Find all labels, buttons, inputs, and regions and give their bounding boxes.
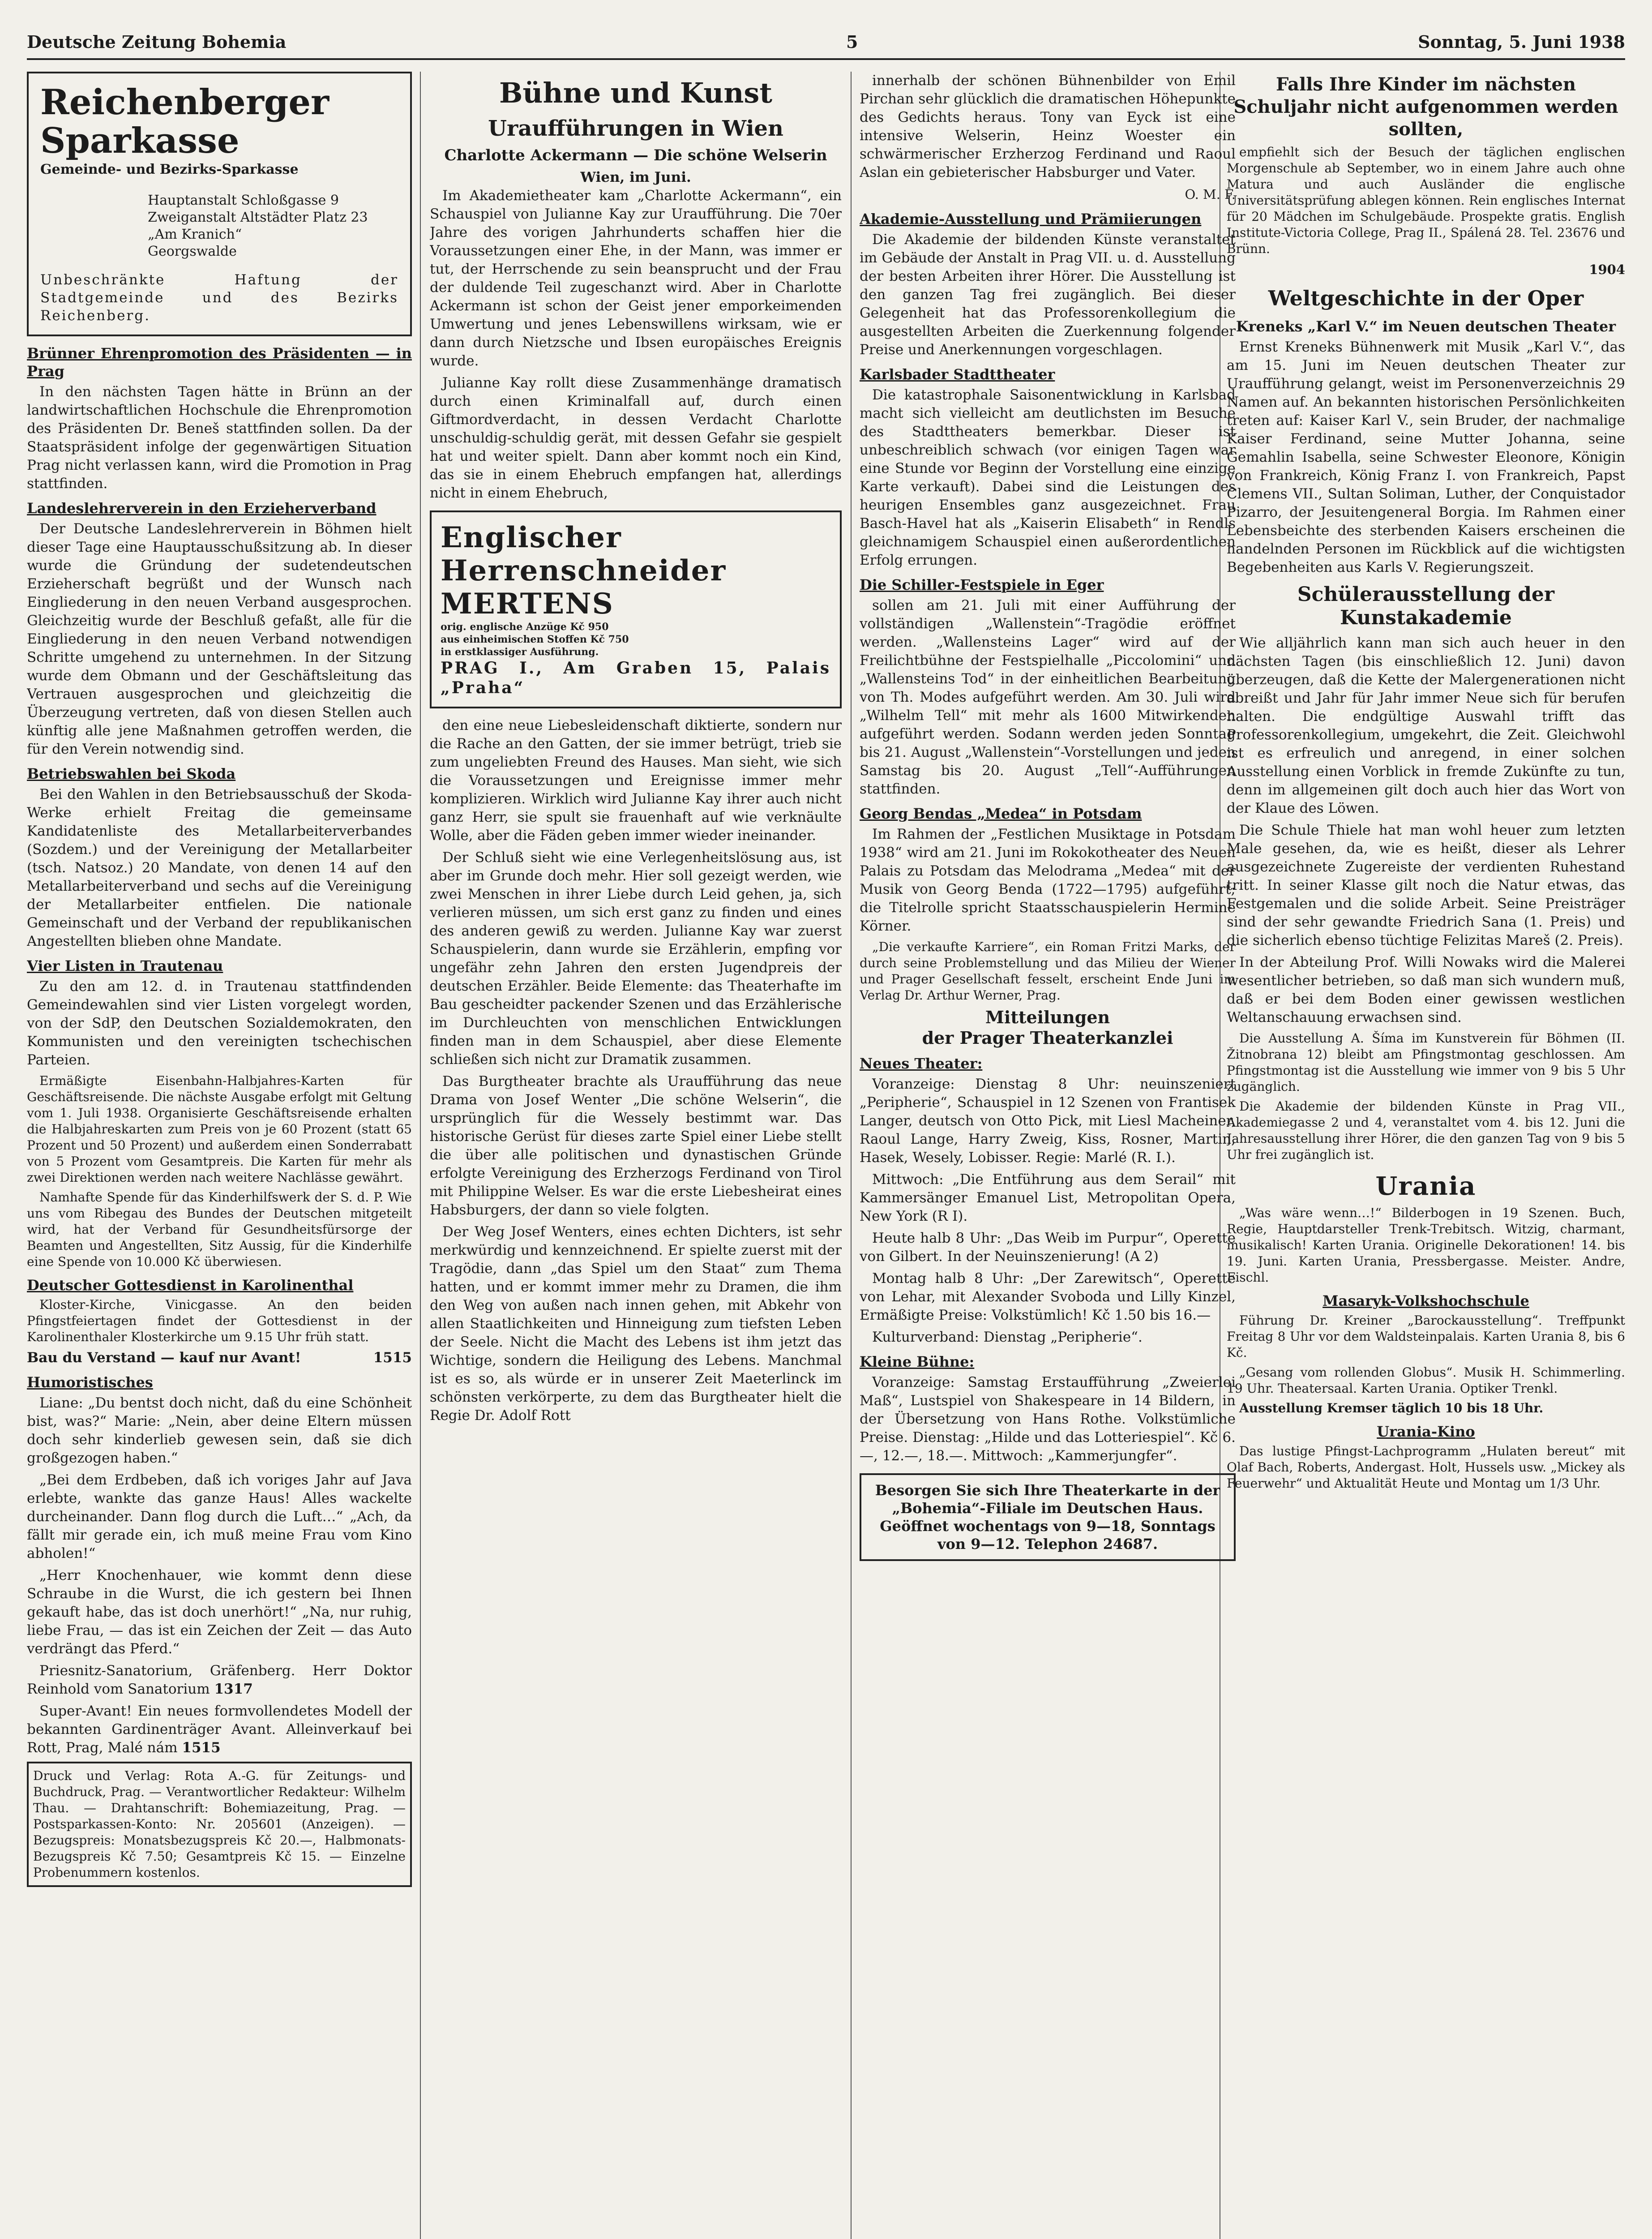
tailor-advert-note: in erstklassiger Ausführung. (441, 646, 599, 658)
notice-text: Namhafte Spende für das Kinderhilfswerk der S. d. P. Wie uns vom Ribegau des Bundes der Deutschen mitgeteilt wird, hat der Verband für Gesundheitsfürsorge der Beamten und Angestellten, Sitz Aussig, für die Kinderhilfe eine Spende von 10.000 Kč überwiesen. (27, 1190, 412, 1269)
article-heading: Vier Listen in Trautenau (27, 957, 223, 974)
article-text: Der Weg Josef Wenters, eines echten Dichters, ist sehr merkwürdig und kennzeichnend. Er spielte zuerst mit der Tragödie, dann „das Spiel um den Staat“ zum Thema hatten, und er kommt immer mehr zu Dramen, die ihm den Weg von außen nach innen gehen, mit Abkehr von allen Staatlichkeiten und Hinneigung zum tiefsten Leben der Seele. Nicht die Macht des Lebens ist ihm jetzt das Wichtige, sondern die Heiligung des Lebens. Manchmal ist es so, als würde er in unserer Zeit Maeterlinck im schönsten verkörperte, zu dem das Burgtheater hielt die Regie Dr. Adolf Rott (430, 1224, 842, 1424)
article-heading: Deutscher Gottesdienst in Karolinenthal (27, 1277, 354, 1294)
column-rule (851, 72, 852, 2239)
header-date: Sonntag, 5. Juni 1938 (1418, 32, 1625, 52)
theater-text: Voranzeige: Samstag Erstaufführung „Zweierlei Maß“, Lustspiel von Shakespeare in 14 Bildern, in der Übersetzung von Hans Rothe. Volkstümliche Preise. Dienstag: „Hilde und das Lotteriespiel“. Kč 6.—, 12.—, 18.—. Mittwoch: „Kammerjungfer“. (860, 1374, 1236, 1464)
column-2 (430, 72, 842, 1428)
cinema-heading: Urania-Kino (1377, 1423, 1475, 1440)
header-paper-name: Deutsche Zeitung Bohemia (27, 32, 287, 52)
joke-text: „Herr Knochenhauer, wie kommt denn diese Schraube in die Wurst, die ich gestern bei Ihnen gekauft habe, das ist doch unerhört!“ „Na, nur ruhig, liebe Frau, — das ist ein Zeichen der Zeit — das Auto verdrängt das Pferd.“ (27, 1567, 412, 1657)
article-text: den eine neue Liebesleidenschaft diktierte, sondern nur die Rache an den Gatten, der sie immer betrügt, trieb sie zum ungeliebten Freund des Hauses. Man sieht, wie sich die Voraussetzungen und Ereignisse immer mehr komplizieren. Wirklich wird Julianne Kay ihrer auch nicht ganz Herr, sie spult sie frauenhaft auf wie verknäulte Wolle, aber die Fäden geben immer wieder ineinander. (430, 717, 842, 844)
ad-text (27, 1702, 412, 1757)
header-page-number: 5 (846, 32, 858, 52)
article-headline: Uraufführungen in Wien (488, 116, 783, 141)
ad-text-body: Super-Avant! Ein neues formvollendetes Modell der bekannten Gardinenträger Avant. Alleinverkauf bei Rott, Prag, Malé nám (27, 1703, 412, 1756)
theater-text: Mittwoch: „Die Entführung aus dem Serail“ mit Kammersänger Emanuel List, Metropolitan Opera, New York (R I). (860, 1171, 1236, 1224)
bank-address-line: Hauptanstalt Schloßgasse 9 (148, 193, 339, 208)
article-text: Bei den Wahlen in den Betriebsausschuß der Skoda-Werke erhielt Freitag die gemeinsame Kandidatenliste des Metallarbeiterverbandes (Sozdem.) und der Vereinigung der Metallarbeiter (tsch. Natsoz.) 20 Mandate, von denen 14 auf den Metallarbeiterverband und sechs auf die Vereinigung der Metallarbeiter entfielen. Die nationale Gemeinschaft und der Verband der republikanischen Angestellten blieben ohne Mandate. (27, 786, 412, 949)
theater-text: Kulturverband: Dienstag „Peripherie“. (872, 1329, 1143, 1345)
article-text: innerhalb der schönen Bühnenbilder von Emil Pirchan sehr glücklich die dramatischen Höhepunkte des Gedichts heraus. Tony van Eyck ist eine intensive Welserin, Heinz Woester ein schwärmerischer Erzherzog Ferdinand und Raoul Aslan ein gebieterischer Habsburger und Vater. (860, 73, 1236, 180)
bank-address-line: Georgswalde (148, 244, 237, 259)
article-heading: Humoristisches (27, 1374, 153, 1391)
tailor-advert-row (441, 521, 831, 621)
column-3 (860, 72, 1236, 1561)
article-text: Die Akademie der bildenden Künste veranstaltet im Gebäude der Anstalt in Prag VII. u. d. Ausstellung der besten Arbeiten ihrer Hörer. Die Ausstellung ist den ganzen Tag frei zugänglich. Bei dieser Gelegenheit hat das Professorenkollegium die ausgestellten Arbeiten die Zuerkennung folgender Preise und Anerkennungen vorgeschlagen. (860, 232, 1236, 358)
notice-text: „Die verkaufte Karriere“, ein Roman Fritzi Marks, der durch seine Problemstellung und das Milieu der Wiener und Prager Gesellschaft fesselt, erscheint Ende Juni im Verlag Dr. Arthur Werner, Prag. (860, 939, 1236, 1003)
theater-text: Voranzeige: Dienstag 8 Uhr: neuinszeniert „Peripherie“, Schauspiel in 12 Szenen von Frantisek Langer, deutsch von Otto Pick, mit Liesl Macheiner, Raoul Lange, Harry Zweig, Kiss, Rosner, Martin, Hasek, Wesely, Lobisser. Regie: Marlé (R. I.). (860, 1076, 1236, 1166)
tailor-advert-price: aus einheimischen Stoffen Kč 750 (441, 634, 629, 645)
article-subheadline: Kreneks „Karl V.“ im Neuen deutschen Theater (1236, 318, 1616, 335)
bank-address-line: Zweiganstalt Altstädter Platz 23 (148, 210, 368, 225)
section-title: Bühne und Kunst (499, 77, 772, 109)
cinema-text: Das lustige Pfingst-Lachprogramm „Hulaten bereut“ mit Olaf Bach, Roberts, Andergast. Holt, Hussels usw. „Mickey als Feuerwehr“ und Aktualität Heute und Montag um 1/3 Uhr. (1227, 1444, 1625, 1491)
urania-text: Ausstellung Kremser täglich 10 bis 18 Uhr. (1239, 1401, 1544, 1415)
notice-text: Die Akademie der bildenden Künste in Prag VII., Akademiegasse 2 und 4, veranstaltet vom 4. bis 12. Juni die Jahresausstellung ihrer Hörer, die den ganzen Tag von 9 bis 5 Uhr frei zugänglich ist. (1227, 1099, 1625, 1162)
article-heading: Brünner Ehrenpromotion des Präsidenten — in Prag (27, 345, 412, 380)
ad-number: 1515 (373, 1350, 412, 1366)
urania-text: „Gesang vom rollenden Globus“. Musik H. Schimmerling. 19 Uhr. Theatersaal. Karten Urania. Optiker Trenkl. (1227, 1365, 1625, 1396)
bank-addresses (148, 192, 398, 260)
column-4 (1227, 72, 1625, 2239)
school-advert-heading: Falls Ihre Kinder im nächsten Schuljahr nicht aufgenommen werden sollten, (1233, 74, 1618, 140)
joke-text: Liane: „Du bentst doch nicht, daß du eine Schönheit bist, was?“ Marie: „Nein, aber deine Eltern müssen doch sehr kinderlieb gewesen sein, daß sie dich großgezogen haben.“ (27, 1395, 412, 1466)
joke-text: „Bei dem Erdbeben, daß ich voriges Jahr auf Java erlebte, wankte das ganze Haus! Alles wackelte durcheinander. Dann flog durch die Luft…“ „Ach, da fällt mir gerade ein, ich muß meine Frau vom Kino abholen!“ (27, 1472, 412, 1561)
ad-line-text: Bau du Verstand — kauf nur Avant! (27, 1350, 301, 1366)
urania-text: „Was wäre wenn…!“ Bilderbogen in 19 Szenen. Buch, Regie, Hauptdarsteller Trenk-Trebitsch. Witzig, charmant, musikalisch! Karten Urania. Originelle Dekorationen! 14. bis 19. Juni. Karten Urania, Pressbergasse. Meister. Andre, Fischl. (1227, 1205, 1625, 1285)
article-text: Julianne Kay rollt diese Zusammenhänge dramatisch durch einen Kriminalfall auf, durch einen Giftmordverdacht, in dessen Verdacht Charlotte unschuldig-schuldig gerät, mit dessen Gefahr sie gespielt hat und weiter spielt. Dann aber kommt noch ein Kind, das sie in einem Ehebruch empfangen hat, allerdings nicht in einem Ehebruch, (430, 375, 842, 501)
urania-heading: Urania (1375, 1171, 1477, 1201)
school-advert-text: empfiehlt sich der Besuch der täglichen englischen Morgenschule ab September, wo in einem Jahre auch ohne Matura und auch Ausländer die englische Universitätsprüfung ablegen können. Rein englisches Internat für 20 Mädchen im Schulgebäude. Prospekte gratis. English Institute-Victoria College, Prag II., Spálená 28. Tel. 23676 und Brünn. (1227, 145, 1625, 256)
article-text: Der Schluß sieht wie eine Verlegenheitslösung aus, ist aber im Grunde doch mehr. Hier soll gezeigt werden, wie zwei Menschen in ihrer Liebe durch Leid gehen, ja, sich verlieren müssen, um sich erst ganz zu finden und eines des anderen gewiß zu werden. Julianne Kay war zuerst Schauspielerin, dann wurde sie Erzählerin, empfing vor ungefähr zehn Jahren den ersten Jugendpreis der deutschen Erzähler. Beide Elemente: das Theaterhafte im Bau gescheidter packender Szenen und das Erzählerische im Durchleuchten von menschlichen Entwicklungen finden man in dem Schauspiel, aber diese Elemente schließen sich nicht zur Dramatik zusammen. (430, 849, 842, 1068)
theater-heading: Kleine Bühne: (860, 1353, 975, 1370)
article-heading: Karlsbader Stadttheater (860, 366, 1055, 383)
article-heading: Die Schiller-Festspiele in Eger (860, 576, 1104, 593)
ad-line (27, 1349, 412, 1367)
article-signature: O. M. F. (1185, 187, 1236, 202)
column-rule (420, 72, 421, 2239)
tailor-advert (430, 510, 842, 708)
article-heading: Landeslehrerverein in den Erzieherverband (27, 500, 377, 517)
article-subheadline: Charlotte Ackermann — Die schöne Welserin (444, 146, 827, 164)
imprint: Druck und Verlag: Rota A.-G. für Zeitungs- und Buchdruck, Prag. — Verantwortlicher Redakteur: Wilhelm Thau. — Drahtanschrift: Bohemiazeitung, Prag. — Postsparkassen-Konto: Nr. 205601 (Anzeigen). — Bezugspreis: Monatsbezugspreis Kč 20.—, Halbmonats-Bezugspreis Kč 7.50; Gesamtpreis Kč 15. — Einzelne Probenummern kostenlos. (27, 1762, 412, 1887)
theater-heading: Neues Theater: (860, 1055, 983, 1072)
notice-text: Kloster-Kirche, Vinicgasse. An den beiden Pfingstfeiertagen findet der Gottesdienst in der Karolinenthaler Klosterkirche um 9.15 Uhr früh statt. (27, 1297, 412, 1344)
announcements-subtitle: der Prager Theaterkanzlei (922, 1028, 1173, 1048)
article-headline: Weltgeschichte in der Oper (1268, 286, 1584, 310)
theater-text: Heute halb 8 Uhr: „Das Weib im Purpur“, Operette von Gilbert. In der Neuinszenierung! (A 2) (860, 1230, 1236, 1265)
article-heading: Akademie-Ausstellung und Prämiierungen (860, 210, 1202, 227)
ad-number: 1904 (1589, 262, 1625, 277)
article-text: In der Abteilung Prof. Willi Nowaks wird die Malerei wesentlicher betrieben, so daß man sich wundern muß, daß er bei dem Boden einer gewissen westlichen Weltanschauung erwachsen sind. (1227, 954, 1625, 1025)
tailor-advert-title: Englischer Herrenschneider MERTENS (441, 521, 727, 621)
article-heading: Betriebswahlen bei Skoda (27, 765, 236, 782)
urania-text: Führung Dr. Kreiner „Barockausstellung“. Treffpunkt Freitag 8 Uhr vor dem Waldsteinpalais. Karten Urania 8, bis 6 Kč. (1227, 1313, 1625, 1360)
bank-subtitle: Gemeinde- und Bezirks-Sparkasse (40, 162, 299, 177)
ticket-notice-box: Besorgen Sie sich Ihre Theaterkarte in der „Bohemia“-Filiale im Deutschen Haus. Geöffnet wochentags von 9—18, Sonntags von 9—12. Telephon 24687. (860, 1473, 1236, 1561)
announcements-heading (860, 1007, 1236, 1048)
page-header (27, 18, 1625, 60)
theater-text: Montag halb 8 Uhr: „Der Zarewitsch“, Operette von Lehar, mit Alexander Svoboda und Lilly Kinzel, Ermäßigte Preise: Volkstümlich! Kč 1.50 bis 16.— (860, 1270, 1236, 1323)
column-1 (27, 72, 412, 2239)
newspaper-page (27, 18, 1625, 2239)
ad-text (27, 1662, 412, 1699)
bank-advert (27, 72, 412, 336)
bank-tagline: Unbeschränkte Haftung der Stadtgemeinde und des Bezirks Reichenberg. (40, 272, 398, 324)
article-text: Die Schule Thiele hat man wohl heuer zum letzten Male gesehen, da, wie es heißt, dieser als Lehrer ausgezeichnete Zugereiste der verdienten Ruhestand tritt. In seiner Klasse gilt noch die Natur etwas, das Festgemalen und die solide Arbeit. Seine Preisträger sind der sehr gewandte Friedrich Sana (1. Preis) und die sicherlich ebenso tüchtige Felizitas Mareš (2. Preis). (1227, 822, 1625, 948)
ad-number: 1515 (182, 1740, 221, 1756)
tailor-advert-address: PRAG I., Am Graben 15, Palais „Praha“ (441, 659, 831, 697)
notice-text: Die Ausstellung A. Šíma im Kunstverein für Böhmen (II. Žitnobrana 12) bleibt am Pfingstmontag geschlossen. Am Pfingstmontag ist die Ausstellung wie immer von 9 bis 5 Uhr zugänglich. (1227, 1031, 1625, 1094)
bank-address-line: „Am Kranich“ (148, 227, 242, 242)
article-text: In den nächsten Tagen hätte in Brünn an der landwirtschaftlichen Hochschule die Ehrenpromotion des Präsidenten Dr. Beneš stattfinden sollen. Da der Staatspräsident infolge der gegenwärtigen Situation Prag nicht verlassen kann, wird die Promotion in Prag stattfinden. (27, 384, 412, 492)
article-text: Wie alljährlich kann man sich auch heuer in den nächsten Tagen (bis einschließlich 12. Juni) davon überzeugen, daß die Kette der Malergenerationen nicht abreißt und Jahr für Jahr immer Neue sich für berufen halten. Die endgültige Auswahl trifft das Professorenkollegium, umgekehrt, die Zeit. Gleichwohl ist es erfreulich und anregend, in einer solchen Ausstellung einen Vorblick in fremde Zukünfte zu tun, denn im allgemeinen gilt doch auch hier das Wort von der Klaue des Löwen. (1227, 635, 1625, 816)
bank-name: Reichenberger Sparkasse (40, 82, 330, 161)
article-heading: Georg Bendas „Medea“ in Potsdam (860, 805, 1142, 822)
article-text: Im Rahmen der „Festlichen Musiktage in Potsdam 1938“ wird am 21. Juni im Rokokotheater des Neuen Palais zu Potsdam das Melodrama „Medea“ mit der Musik von Georg Benda (1722—1795) aufgeführt; die Titelrolle spricht Staatsschauspielerin Hermine Körner. (860, 826, 1236, 934)
article-text: sollen am 21. Juli mit einer Aufführung der vollständigen „Wallenstein“-Tragödie eröffnet werden. „Wallensteins Lager“ wird auf der Freilichtbühne der Festspielhalle „Piccolomini“ und „Wallensteins Tod“ in der einheitlichen Bearbeitung von Th. Modes aufgeführt werden. Am 30. Juli wird „Wilhelm Tell“ mit mehr als 1600 Mitwirkenden aufgeführt werden. Sodann werden jeden Sonntag bis 21. August „Wallenstein“-Vorstellungen und jeden Samstag bis 20. August „Tell“-Aufführungen stattfinden. (860, 597, 1236, 797)
urania-subheading: Masaryk-Volkshochschule (1322, 1292, 1529, 1309)
announcements-title: Mitteilungen (985, 1007, 1110, 1027)
article-text: Im Akademietheater kam „Charlotte Ackermann“, ein Schauspiel von Julianne Kay zur Uraufführung. Die 70er Jahre des vorigen Jahrhunderts schaffen hier die Voraussetzungen einer Ehe, in der Mann, was immer er tut, der Herrschende zu sein beansprucht und der Frau der duldende Teil zugeschanzt wird. Aber in Charlotte Ackermann ist schon der Geist jener emporkeimenden Umwertung und jenes Lebenswillens wirksam, wie er dann durch Nietzsche und Ibsen europäisches Ereignis wurde. (430, 188, 842, 369)
article-text: Das Burgtheater brachte als Uraufführung das neue Drama von Josef Wenter „Die schöne Welserin“, die ursprünglich für die Wessely bestimmt war. Das historische Gerüst für dieses zarte Spiel einer Liebe stellt die über alle politischen und dynastischen Gründe erfolgte Vereinigung des Erzherzogs Ferdinand von Tirol mit Philippine Welser. Es war die erste Liebesheirat eines Habsburgers, der dann so viele folgten. (430, 1073, 842, 1218)
ad-text-body: Priesnitz-Sanatorium, Gräfenberg. Herr Doktor Reinhold vom Sanatorium (27, 1663, 412, 1697)
dateline: Wien, im Juni. (580, 169, 691, 185)
article-text: Ernst Kreneks Bühnenwerk mit Musik „Karl V.“, das am 15. Juni im Neuen deutschen Theater zur Uraufführung gelangt, weist im Personenverzeichnis 29 Namen auf. An bekannten historischen Persönlichkeiten treten auf: Kaiser Karl V., sein Bruder, der nachmalige Kaiser Ferdinand, seine Mutter Johanna, seine Gemahlin Isabella, seine Schwester Eleonore, Königin von Frankreich, König Franz I. von Frankreich, Papst Clemens VII., Sultan Soliman, Luther, der Conquistador Pizarro, der Jesuitengeneral Borgia. Im Rahmen einer Lebensbeichte des sterbenden Kaisers erscheinen die handelnden Personen im Rückblick auf die wichtigsten Begebenheiten aus Karls V. Regierungszeit. (1227, 339, 1625, 575)
notice-text: Ermäßigte Eisenbahn-Halbjahres-Karten für Geschäftsreisende. Die nächste Ausgabe erfolgt mit Geltung vom 1. Juli 1938. Organisierte Geschäftsreisende erhalten die Halbjahreskarten zum Preis von je 60 Prozent (statt 65 Prozent und 50 Prozent) und außerdem einen Sonderrabatt von 5 Prozent vom Gesamtpreis. Die Karten für mehr als zwei Direktionen werden nach weitere Nachlässe gewährt. (27, 1073, 412, 1185)
ad-number: 1317 (214, 1681, 253, 1697)
article-text: Zu den am 12. d. in Trautenau stattfindenden Gemeindewahlen sind vier Listen vorgelegt worden, von der SdP, den Deutschen Sozialdemokraten, den Kommunisten und den vereinigten tschechischen Parteien. (27, 978, 412, 1068)
article-text: Der Deutsche Landeslehrerverein in Böhmen hielt dieser Tage eine Hauptausschußsitzung ab. In dieser wurde die Gründung der sudetendeutschen Erzieherschaft begrüßt und der Wunsch nach Eingliederung in den neuen Verband ausgesprochen. Gleichzeitig wurde der Beschluß gefaßt, alle für die Eingliederung in den neuen Verband notwendigen Schritte umgehend zu unternehmen. In der Sitzung wurde dem Obmann und der Geschäftsleitung das Vertrauen ausgesprochen und gleichzeitig die Überzeugung vertreten, daß von diesen Stellen auch künftig alle jene Maßnahmen getroffen werden, die für den Verein notwendig sind. (27, 521, 412, 757)
article-headline: Schülerausstellung der Kunstakademie (1297, 583, 1555, 629)
article-text: Die katastrophale Saisonentwicklung in Karlsbad macht sich vielleicht am deutlichsten im Besuche des Stadttheaters bemerkbar. Dieser ist unbeschreiblich schwach (vor einigen Tagen war eine Stunde vor Beginn der Vorstellung eine einzige Karte verkauft). Dabei sind die Leistungen des heurigen Ensembles ganz ausgezeichnet. Frau Basch-Havel hat als „Kaiserin Elisabeth“ in Rendls gleichnamigem Schauspiel einen außerordentlichen Erfolg errungen. (860, 387, 1236, 568)
tailor-advert-price: orig. englische Anzüge Kč 950 (441, 621, 609, 633)
